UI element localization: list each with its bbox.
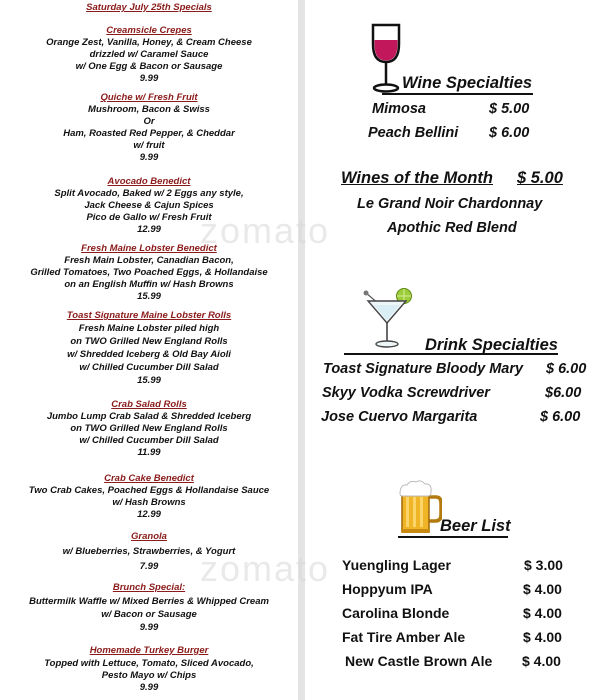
item-desc: Buttermilk Waffle w/ Mixed Berries & Whipped Cream (29, 596, 269, 607)
item-desc: Pico de Gallo w/ Fresh Fruit (86, 212, 212, 223)
beer-list-heading: Beer List (440, 517, 511, 535)
menu-item-crab-salad-rolls (0, 399, 298, 459)
menu-item-quiche (0, 92, 298, 164)
heading-underline (398, 536, 508, 538)
item-desc: w/ Hash Browns (112, 497, 186, 508)
item-desc: w/ Shredded Iceberg & Old Bay Aioli (67, 349, 231, 360)
item-title: Granola (131, 531, 167, 542)
item-price: 9.99 (139, 73, 159, 84)
item-desc: w/ fruit (133, 140, 165, 151)
drink-item-price: $ 6.00 (540, 409, 581, 425)
beer-item-name: Carolina Blonde (342, 605, 450, 621)
item-desc: Or (143, 116, 155, 127)
column-divider (298, 0, 305, 700)
beer-item-price: $ 4.00 (523, 605, 562, 621)
item-desc: Jack Cheese & Cajun Spices (84, 200, 214, 211)
item-desc: on an English Muffin w/ Hash Browns (64, 279, 234, 290)
item-desc: Two Crab Cakes, Poached Eggs & Hollandaise Sauce (28, 485, 270, 496)
beer-mug-icon (398, 479, 442, 535)
item-title: Toast Signature Maine Lobster Rolls (66, 310, 232, 321)
date-heading: Saturday July 25th Specials (86, 2, 212, 13)
item-desc: Topped with Lettuce, Tomato, Sliced Avocado, (44, 658, 254, 669)
item-title: Crab Salad Rolls (111, 399, 187, 410)
watermark: zomato (200, 548, 331, 589)
wines-of-month-heading: Wines of the Month (341, 169, 493, 187)
item-title: Quiche w/ Fresh Fruit (100, 92, 198, 103)
item-desc: Grilled Tomatoes, Two Poached Eggs, & Hollandaise (30, 267, 268, 278)
item-desc: Pesto Mayo w/ Chips (101, 670, 197, 681)
item-desc: w/ Chilled Cucumber Dill Salad (79, 362, 219, 373)
drink-item-name: Toast Signature Bloody Mary (323, 361, 524, 377)
drink-item-name: Jose Cuervo Margarita (321, 409, 478, 425)
drink-item-price: $ 6.00 (546, 361, 587, 377)
item-desc: Fresh Main Lobster, Canadian Bacon, (64, 255, 234, 266)
beer-item-name: New Castle Brown Ale (345, 653, 493, 669)
menu-item-lobster-rolls (0, 310, 298, 387)
item-price: 15.99 (137, 375, 161, 386)
beer-item-name: Yuengling Lager (342, 557, 451, 573)
menu-item-turkey-burger (0, 645, 298, 694)
item-desc: w/ Blueberries, Strawberries, & Yogurt (62, 546, 236, 557)
drink-item-price: $6.00 (545, 385, 582, 401)
item-title: Creamsicle Crepes (106, 25, 192, 36)
beer-item-name: Hoppyum IPA (342, 581, 433, 597)
item-desc: w/ One Egg & Bacon or Sausage (75, 61, 223, 72)
item-desc: Orange Zest, Vanilla, Honey, & Cream Cheese (46, 37, 252, 48)
beer-item-price: $ 4.00 (523, 629, 562, 645)
beer-item-price: $ 3.00 (524, 557, 563, 573)
beer-item-price: $ 4.00 (523, 581, 562, 597)
item-price: 9.99 (139, 152, 159, 163)
menu-item-creamsicle-crepes (0, 25, 298, 85)
drink-specialties-heading: Drink Specialties (425, 336, 558, 354)
item-desc: on TWO Grilled New England Rolls (70, 336, 228, 347)
item-title: Brunch Special: (112, 582, 186, 593)
wine-specialties-heading: Wine Specialties (402, 74, 533, 92)
item-desc: on TWO Grilled New England Rolls (70, 423, 228, 434)
item-desc: drizzled w/ Caramel Sauce (89, 49, 209, 60)
item-desc: Mushroom, Bacon & Swiss (88, 104, 210, 115)
item-price: 11.99 (137, 447, 161, 458)
item-desc: Fresh Maine Lobster piled high (78, 323, 220, 334)
wine-item-price: $ 6.00 (489, 125, 530, 141)
wine-item-name: Mimosa (372, 101, 426, 117)
wine-item-price: $ 5.00 (489, 101, 530, 117)
item-title: Crab Cake Benedict (104, 473, 194, 484)
item-price: 9.99 (139, 622, 159, 633)
item-desc: Jumbo Lump Crab Salad & Shredded Iceberg (46, 411, 252, 422)
watermark: zomato (200, 210, 331, 251)
item-price: 9.99 (139, 682, 159, 693)
item-desc: Split Avocado, Baked w/ 2 Eggs any style, (54, 188, 244, 199)
beer-item-price: $ 4.00 (522, 653, 561, 669)
item-price: 15.99 (137, 291, 161, 302)
item-title: Avocado Benedict (107, 176, 191, 187)
item-price: 12.99 (137, 224, 161, 235)
item-price: 12.99 (137, 509, 161, 520)
monthly-wine: Le Grand Noir Chardonnay (357, 196, 543, 212)
wine-glass-icon (369, 22, 403, 94)
martini-glass-icon (362, 287, 414, 351)
wine-item-name: Peach Bellini (368, 125, 459, 141)
beer-item-name: Fat Tire Amber Ale (342, 629, 466, 645)
item-price: 7.99 (139, 561, 159, 572)
wines-of-month-price: $ 5.00 (517, 169, 563, 187)
menu-item-lobster-benedict (0, 243, 298, 303)
item-desc: w/ Bacon or Sausage (101, 609, 197, 620)
item-title: Homemade Turkey Burger (89, 645, 209, 656)
item-desc: Ham, Roasted Red Pepper, & Cheddar (63, 128, 235, 139)
item-title: Fresh Maine Lobster Benedict (81, 243, 217, 254)
heading-underline (382, 93, 533, 95)
drink-item-name: Skyy Vodka Screwdriver (322, 385, 490, 401)
menu-item-crab-cake-benedict (0, 473, 298, 521)
item-desc: w/ Chilled Cucumber Dill Salad (79, 435, 219, 446)
monthly-wine: Apothic Red Blend (387, 220, 517, 236)
